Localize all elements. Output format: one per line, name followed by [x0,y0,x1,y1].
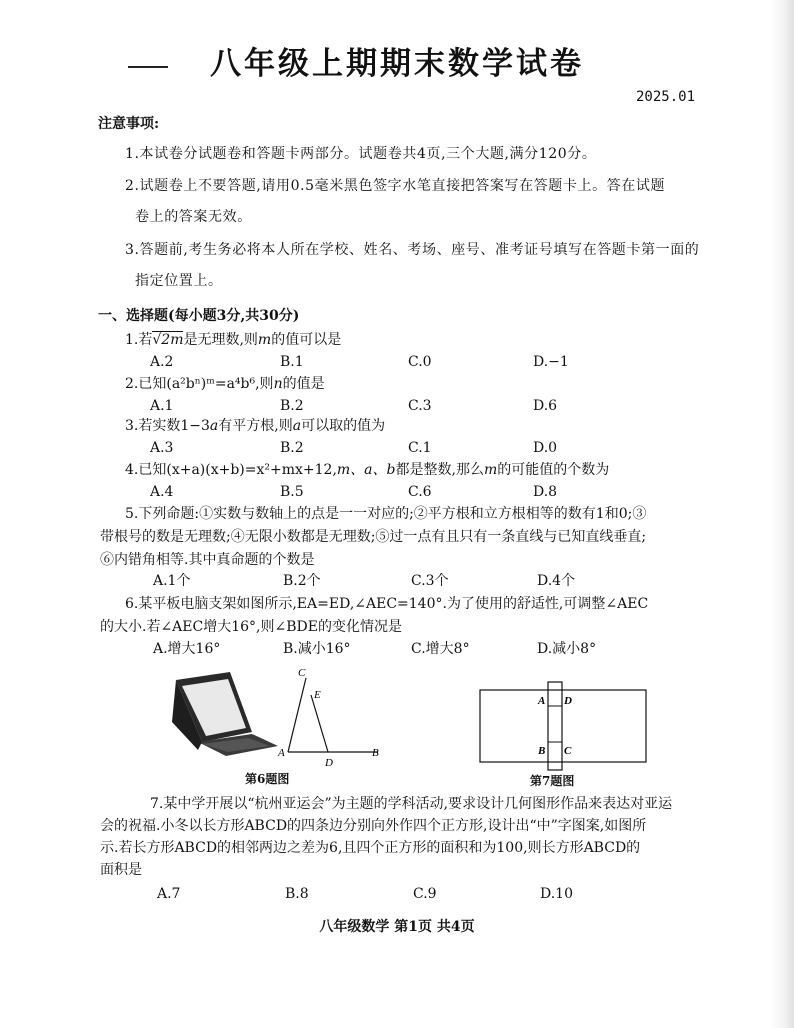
q5-option-b: B.2个 [283,573,321,589]
fig6-label-a: A [278,747,285,759]
q4-option-c: C.6 [408,484,432,500]
q1-option-a: A.2 [150,354,174,370]
page-footer: 八年级数学 第1页 共4页 [319,919,475,935]
fig7-label-c: C [564,745,572,757]
fig6-label-c: C [298,667,306,679]
figure-7 [478,680,658,772]
q2-option-c: C.3 [408,398,432,414]
notes-heading: 注意事项: [98,116,160,132]
note-1: 1.本试卷分试题卷和答题卡两部分。试题卷共4页,三个大题,满分120分。 [125,146,597,162]
q7-option-c: C.9 [413,886,437,902]
q2-option-a: A.1 [150,398,174,414]
note-3: 3.答题前,考生务必将本人所在学校、姓名、考场、座号、准考证号填写在答题卡第一面的 [125,242,700,258]
question-7-line-2: 会的祝福.小冬以长方形ABCD的四条边分别向外作四个正方形,设计出“中”字图案,如图所 [100,818,647,834]
question-5-line-3: ⑥内错角相等.其中真命题的个数是 [100,552,315,568]
fig6-label-e: E [314,689,321,701]
page-edge-shadow [770,0,794,1028]
q5-option-c: C.3个 [411,573,449,589]
figure-7-caption: 第7题图 [530,774,575,788]
q1-option-c: C.0 [408,354,432,370]
fig7-label-d: D [564,695,572,707]
q6-option-d: D.减小8° [537,641,597,657]
fig7-label-a: A [538,695,546,707]
question-5-line-1: 5.下列命题:①实数与数轴上的点是一一对应的;②平方根和立方根相等的数有1和0;③ [125,506,647,522]
q3-option-d: D.0 [533,440,558,456]
q7-option-b: B.8 [285,886,309,902]
section-heading: 一、选择题(每小题3分,共30分) [98,308,300,324]
question-4-stem: 4.已知(x+a)(x+b)=x²+mx+12,m、a、b都是整数,那么m的可能值的个数为 [125,462,610,478]
question-1-stem: 1.若√2m是无理数,则m的值可以是 [125,332,342,348]
fig6-label-d: D [325,757,333,769]
figure-6 [168,662,388,772]
note-3-cont: 指定位置上。 [135,273,223,289]
q7-option-a: A.7 [157,886,181,902]
fig6-label-b: B [372,747,379,759]
question-6-line-2: 的大小.若∠AEC增大16°,则∠BDE的变化情况是 [100,619,402,635]
figure-6-caption: 第6题图 [245,772,290,786]
q4-option-d: D.8 [533,484,558,500]
q3-option-a: A.3 [150,440,174,456]
q6-option-c: C.增大8° [411,641,470,657]
q5-option-d: D.4个 [537,573,576,589]
q3-option-b: B.2 [280,440,304,456]
question-2-stem: 2.已知(a²bⁿ)ᵐ=a⁴b⁶,则n的值是 [125,376,325,392]
page-title: 八年级上期期末数学试卷 [210,46,584,82]
fig7-label-b: B [538,745,546,757]
q7-option-d: D.10 [540,886,573,902]
q1-option-b: B.1 [280,354,304,370]
question-6-line-1: 6.某平板电脑支架如图所示,EA=ED,∠AEC=140°.为了使用的舒适性,可调整∠AEC [125,596,649,612]
q1-option-d: D.−1 [533,354,569,370]
q5-option-a: A.1个 [153,573,191,589]
q2-option-b: B.2 [280,398,304,414]
q3-option-c: C.1 [408,440,432,456]
q4-option-a: A.4 [150,484,174,500]
q4-option-b: B.5 [280,484,304,500]
q6-option-a: A.增大16° [153,641,221,657]
q6-option-b: B.减小16° [283,641,351,657]
question-3-stem: 3.若实数1−3a有平方根,则a可以取的值为 [125,418,386,434]
note-2: 2.试题卷上不要答题,请用0.5毫米黑色签字水笔直接把答案写在答题卡上。答在试题 [125,178,666,194]
question-7-line-3: 示.若长方形ABCD的相邻两边之差为6,且四个正方形的面积和为100,则长方形ABCD的 [100,840,641,856]
note-2-cont: 卷上的答案无效。 [135,209,252,225]
question-7-line-4: 面积是 [100,862,142,878]
exam-date: 2025.01 [636,89,696,105]
tablet-stand-illustration [172,672,278,756]
q2-option-d: D.6 [533,398,558,414]
question-7-line-1: 7.某中学开展以“杭州亚运会”为主题的学科活动,要求设计几何图形作品来表达对亚运 [150,796,673,812]
question-5-line-2: 带根号的数是无理数;④无限小数都是无理数;⑤过一点有且只有一条直线与已知直线垂直; [100,529,647,545]
